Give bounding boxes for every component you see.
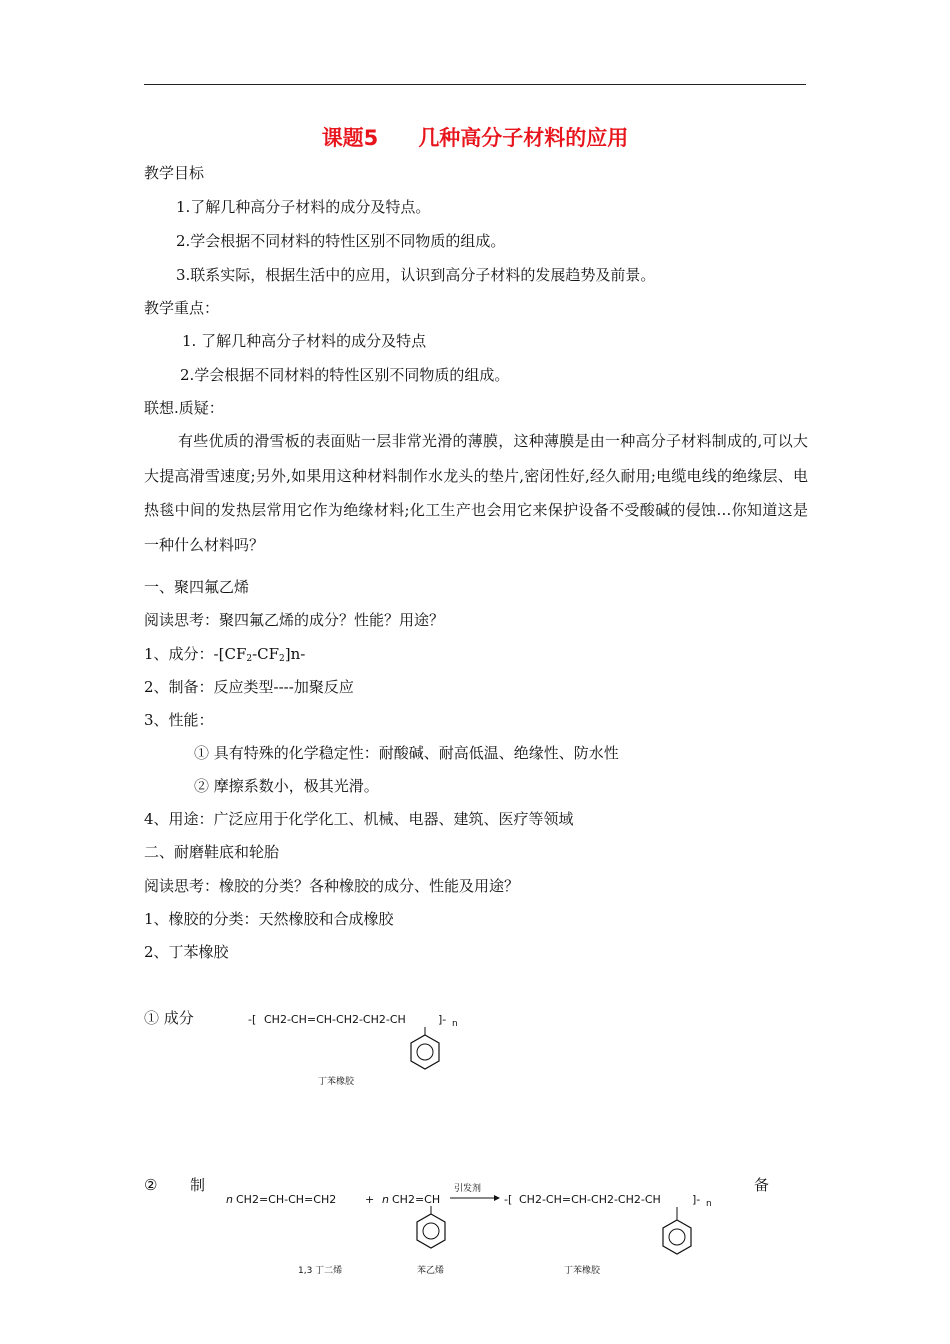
objective-item: 3.联系实际，根据生活中的应用，认识到高分子材料的发展趋势及前景。: [176, 266, 656, 284]
sbr-composition-label: ① 成分: [144, 1009, 194, 1027]
key-point-item: 1. 了解几种高分子材料的成分及特点: [182, 332, 427, 350]
aromatic-circle-icon: [417, 1044, 433, 1060]
key-points-heading: 教学重点：: [144, 299, 220, 317]
association-heading: 联想.质疑：: [144, 399, 224, 417]
sbr-structure-diagram: [248, 1004, 468, 1094]
sbr-chain: CH2-CH=CH-CH2-CH2-CH: [264, 1013, 406, 1026]
composition-label: 1、成分：: [144, 645, 214, 663]
objective-item: 2.学会根据不同材料的特性区别不同物质的组成。: [176, 232, 506, 250]
property-item: ② 摩擦系数小，极其光滑。: [194, 777, 379, 795]
header-rule: [144, 84, 806, 85]
arrowhead-icon: [494, 1195, 500, 1201]
section1-heading: 一、聚四氟乙烯: [144, 578, 250, 596]
properties-label: 3、性能：: [144, 711, 214, 729]
rubber-classification: 1、橡胶的分类：天然橡胶和合成橡胶: [144, 910, 394, 928]
section1-question: 阅读思考：聚四氟乙烯的成分？性能？用途？: [144, 611, 445, 629]
composition-formula: $-[CF_2-CF_2]n-$: [213, 645, 306, 664]
caption-styrene: 苯乙烯: [417, 1266, 445, 1276]
subscript-n: n: [452, 1019, 458, 1029]
section2-question: 阅读思考：橡胶的分类？各种橡胶的成分、性能及用途？: [144, 877, 520, 895]
objectives-heading: 教学目标: [144, 164, 205, 182]
caption-butadiene: 1,3 丁二烯: [298, 1266, 343, 1276]
benzene-ring-icon: [663, 1220, 691, 1254]
reactant-styrene: CH2=CH: [392, 1193, 441, 1206]
bracket-right: ]-: [692, 1193, 701, 1206]
prep-label-zhi: 制: [190, 1176, 206, 1194]
page-title: [0, 122, 950, 152]
plus-sign: +: [365, 1193, 375, 1206]
title-main: 几种高分子材料的应用: [418, 126, 629, 150]
aromatic-circle-icon: [669, 1229, 685, 1245]
sbr-preparation-equation: [222, 1180, 732, 1280]
reactant-butadiene: CH2=CH-CH=CH2: [236, 1193, 337, 1206]
bracket-left: -[: [504, 1193, 513, 1206]
benzene-ring-icon: [417, 1214, 445, 1248]
prep-label-bei: 备: [754, 1176, 770, 1194]
benzene-ring-icon: [411, 1035, 439, 1069]
composition-line: [144, 644, 305, 669]
coef-n: n: [226, 1193, 233, 1206]
sbr-heading: 2、丁苯橡胶: [144, 943, 229, 961]
key-point-item: 2.学会根据不同材料的特性区别不同物质的组成。: [180, 366, 510, 384]
preparation-line: 2、制备：反应类型----加聚反应: [144, 678, 354, 696]
sbr-caption: 丁苯橡胶: [318, 1077, 355, 1087]
section2-heading: 二、耐磨鞋底和轮胎: [144, 843, 280, 861]
property-item: ① 具有特殊的化学稳定性：耐酸碱、耐高低温、绝缘性、防水性: [194, 744, 619, 762]
product-chain: CH2-CH=CH-CH2-CH2-CH: [519, 1193, 661, 1206]
objective-item: 1.了解几种高分子材料的成分及特点。: [176, 198, 431, 216]
coef-n: n: [382, 1193, 389, 1206]
bracket-right: ]-: [438, 1013, 447, 1026]
bracket-left: -[: [248, 1013, 257, 1026]
title-prefix: 课题5: [321, 126, 379, 150]
subscript-n: n: [706, 1199, 712, 1209]
prep-label-circled: ②: [144, 1176, 158, 1194]
aromatic-circle-icon: [423, 1223, 439, 1239]
catalyst-label: 引发剂: [454, 1184, 482, 1194]
association-paragraph: 有些优质的滑雪板的表面贴一层非常光滑的薄膜，这种薄膜是由一种高分子材料制成的,可以大大提高滑雪速度;另外,如果用这种材料制作水龙头的垫片,密闭性好,经久耐用;电缆电线的绝缘层、电热毯中间的发热层常用它作为绝缘材料;化工生产也会用它来保护设备不受酸碱的侵蚀…你知道这是一种什么材料吗？: [144, 432, 808, 554]
uses-line: 4、用途：广泛应用于化学化工、机械、电器、建筑、医疗等领域: [144, 810, 574, 828]
caption-product: 丁苯橡胶: [564, 1266, 601, 1276]
